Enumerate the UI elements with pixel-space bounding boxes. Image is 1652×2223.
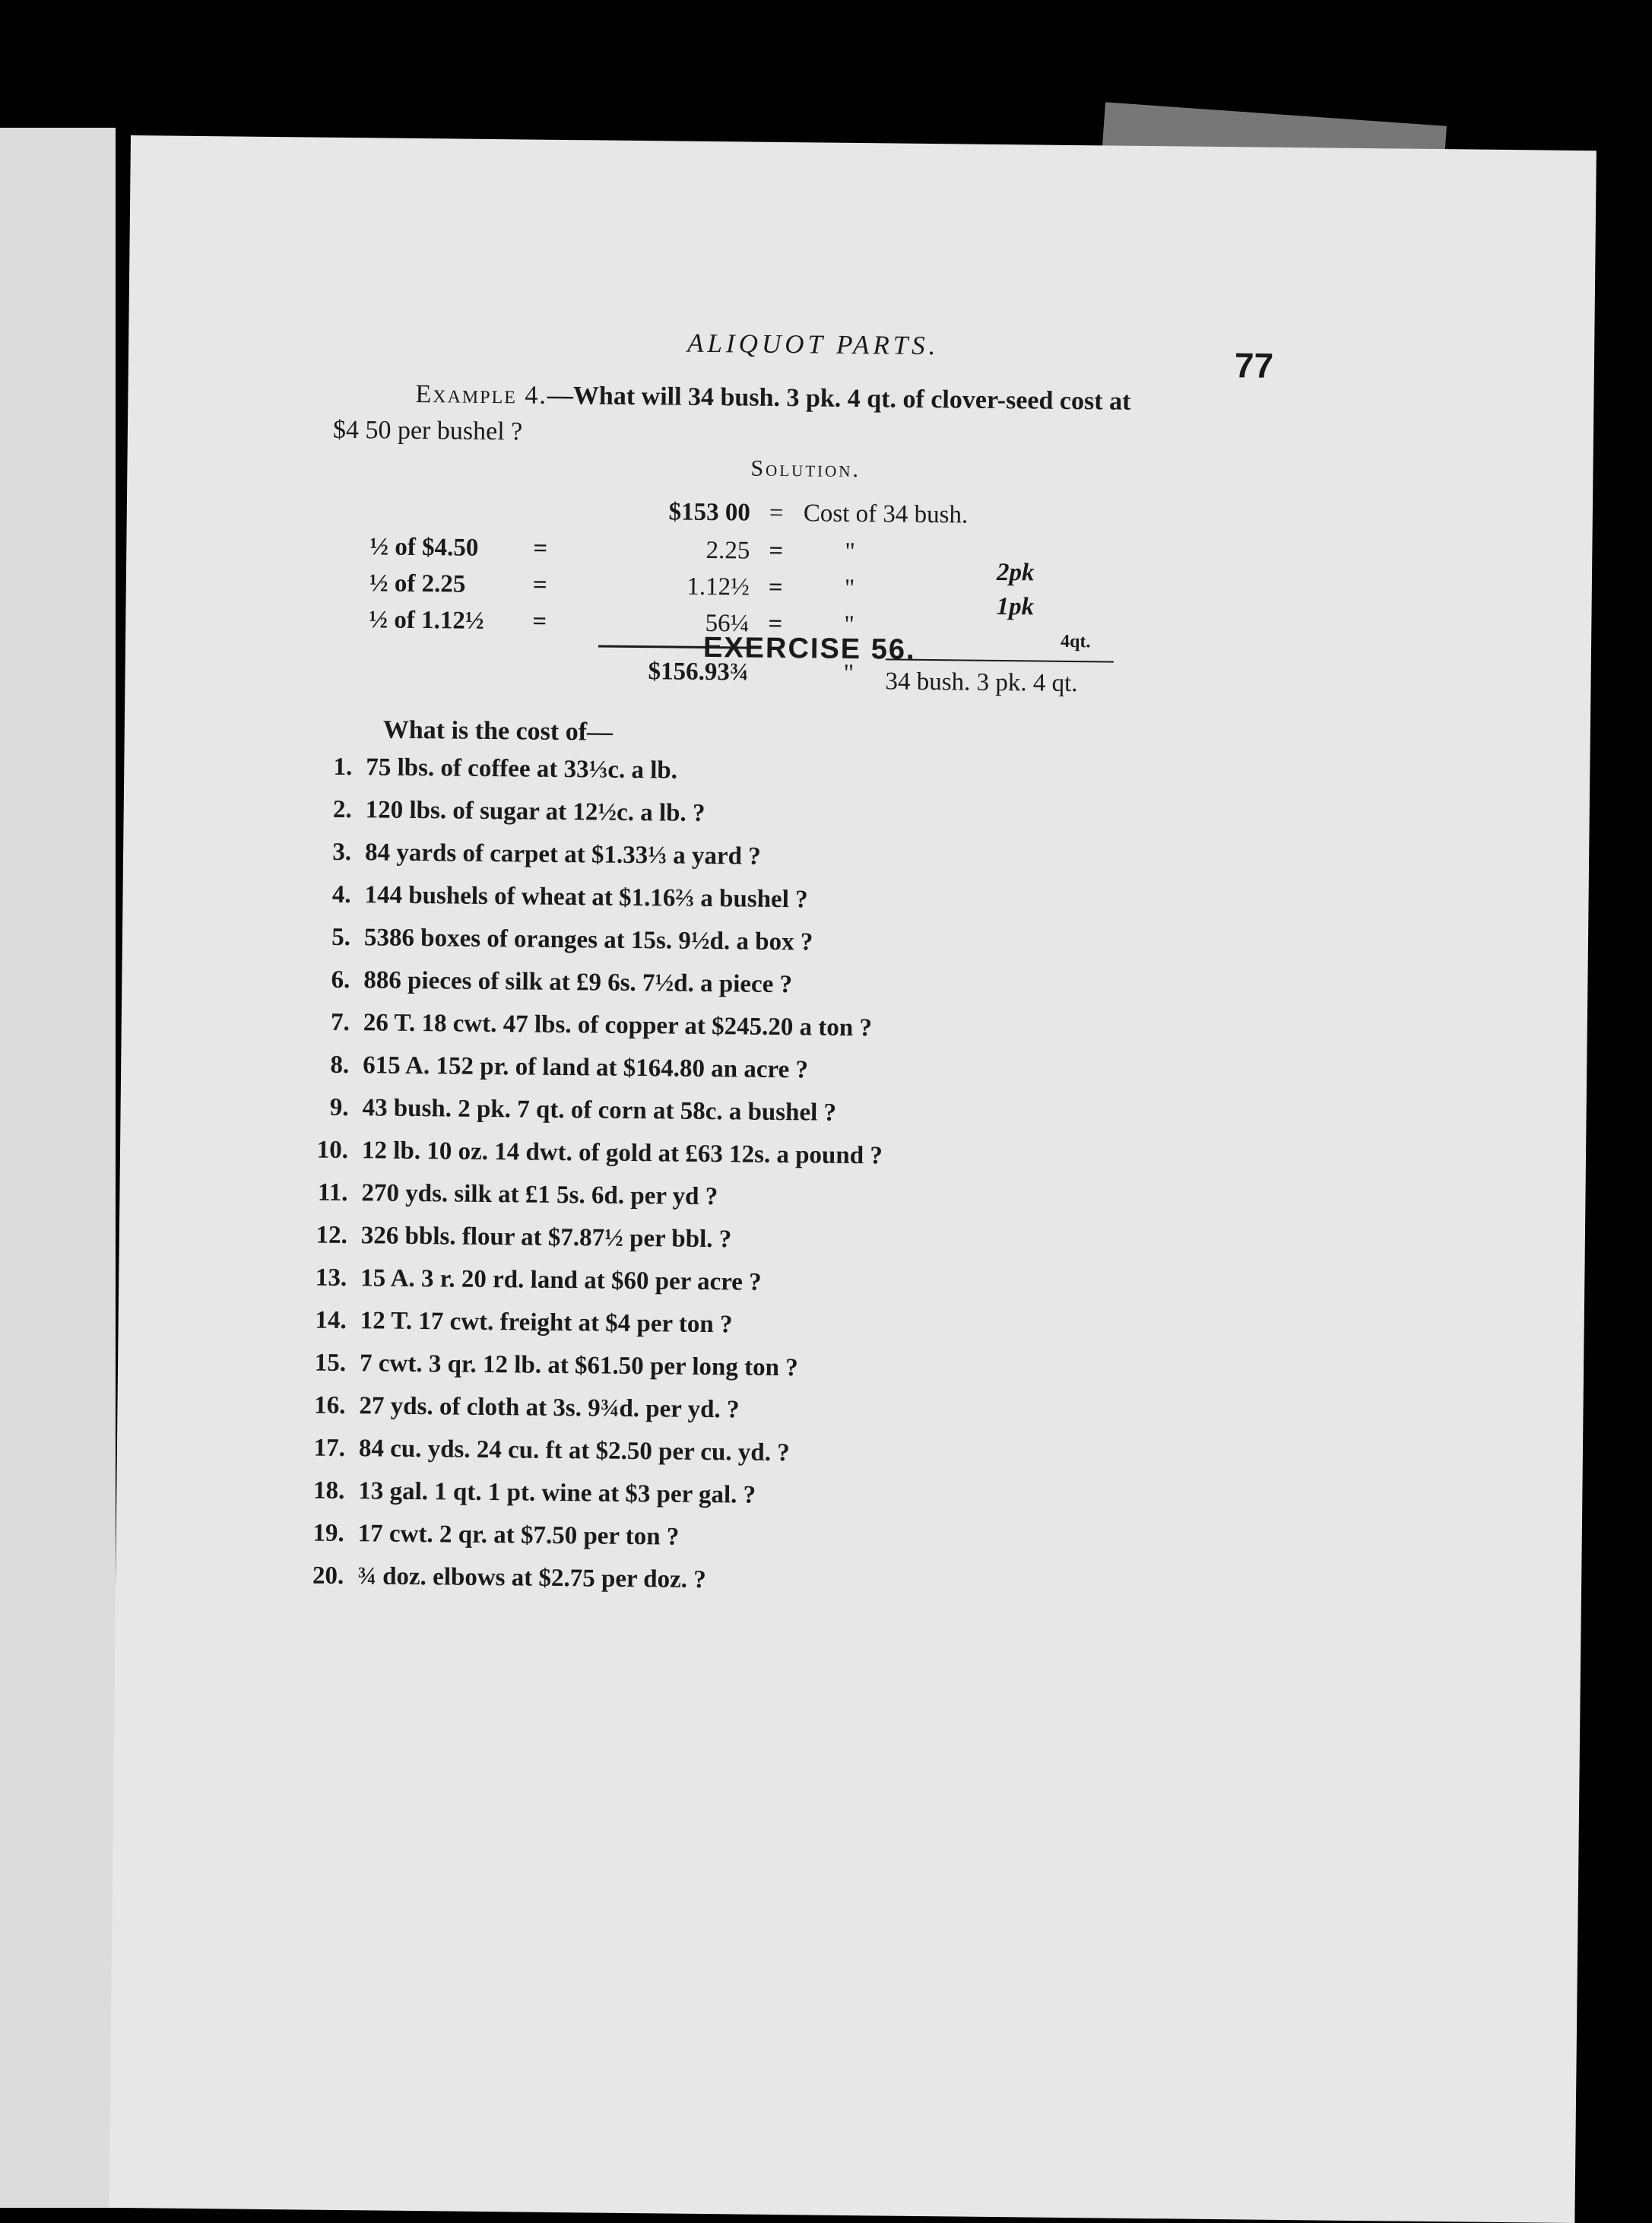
problem-text: 17 cwt. 2 qr. at $7.50 per ton ? <box>357 1520 680 1551</box>
problem-item <box>303 1519 680 1551</box>
problem-number: 10. <box>316 1136 349 1165</box>
problem-number: 1. <box>333 753 353 782</box>
problem-item <box>306 1221 732 1254</box>
example-line-1 <box>415 380 1130 417</box>
solution-label: Solution. <box>750 455 861 483</box>
ditto-mark: " <box>843 659 855 687</box>
problem-number: 14. <box>315 1306 347 1335</box>
solution-fraction-equals: = <box>532 607 547 636</box>
solution-amount: 56¼ <box>705 609 750 638</box>
solution-fraction: ½ of $4.50 <box>369 533 479 562</box>
solution-amount: 2.25 <box>706 536 750 565</box>
units-pecks: 2pk <box>996 558 1035 587</box>
solution-fraction: ½ of 1.12½ <box>369 606 484 635</box>
units-rule <box>886 658 1114 662</box>
problem-number: 5. <box>331 923 351 952</box>
problem-number: 19. <box>312 1519 344 1548</box>
problem-number: 16. <box>314 1391 346 1420</box>
problem-text: ¾ doz. elbows at $2.75 per doz. ? <box>357 1562 706 1594</box>
units-peck: 1pk <box>996 592 1035 621</box>
solution-equals: = <box>769 499 784 528</box>
problem-item <box>303 1434 790 1467</box>
ditto-mark: " <box>844 574 855 603</box>
problem-item <box>306 1136 883 1170</box>
ditto-mark: " <box>845 538 855 566</box>
example-line-2: $4 50 per bushel ? <box>332 415 523 446</box>
problem-item <box>310 796 706 828</box>
problem-item <box>305 1264 762 1296</box>
units-total: 34 bush. 3 pk. 4 qt. <box>885 668 1078 698</box>
ditto-mark: " <box>844 610 855 639</box>
solution-equals: = <box>768 573 783 602</box>
solution-fraction-equals: = <box>533 534 548 563</box>
problem-text: 27 yds. of cloth at 3s. 9¾d. per yd. ? <box>359 1392 740 1424</box>
problem-text: 84 cu. yds. 24 cu. ft at $2.50 per cu. yd. ? <box>358 1435 790 1467</box>
problem-number: 15. <box>314 1349 347 1378</box>
page-number: 77 <box>1234 345 1274 385</box>
problem-text: 7 cwt. 3 qr. 12 lb. at $61.50 per long ton ? <box>359 1349 798 1382</box>
problem-number: 18. <box>312 1476 345 1505</box>
problem-number: 4. <box>331 880 351 909</box>
problem-text: 120 lbs. of sugar at 12½c. a lb. ? <box>365 796 706 827</box>
solution-amount: $153 00 <box>668 498 751 527</box>
problem-number: 12. <box>315 1221 348 1250</box>
problem-number: 9. <box>329 1093 349 1122</box>
problem-item <box>309 881 807 915</box>
problem-number: 7. <box>330 1008 350 1037</box>
problem-number: 20. <box>312 1562 344 1590</box>
problem-number: 13. <box>315 1264 347 1292</box>
solution-amount: 1.12½ <box>686 572 750 601</box>
problem-text: 615 A. 152 pr. of land at $164.80 an acre ? <box>363 1051 809 1084</box>
problem-text: 12 lb. 10 oz. 14 dwt. of gold at £63 12s. a pound ? <box>361 1137 883 1170</box>
problem-number: 8. <box>330 1051 350 1080</box>
problem-number: 11. <box>317 1178 348 1207</box>
exercise-prompt <box>383 716 614 747</box>
exercise-heading: EXERCISE 56. <box>702 631 916 666</box>
problem-text: 5386 boxes of oranges at 15s. 9½d. a box ? <box>363 924 813 956</box>
problem-text: 43 bush. 2 pk. 7 qt. of corn at 58c. a bushel ? <box>362 1094 837 1127</box>
solution-fraction-equals: = <box>532 571 547 599</box>
problem-item <box>308 966 792 1000</box>
problem-number: 17. <box>313 1434 346 1463</box>
problem-number: 3. <box>332 838 352 867</box>
problem-text: 15 A. 3 r. 20 rd. land at $60 per acre ? <box>360 1264 762 1296</box>
problem-item <box>309 839 761 871</box>
problem-number: 2. <box>332 795 352 824</box>
example-question: —What will 34 bush. 3 pk. 4 qt. of clover-seed cost at <box>547 381 1131 416</box>
units-quarts: 4qt. <box>1060 631 1091 652</box>
problem-text: 12 T. 17 cwt. freight at $4 per ton ? <box>360 1307 733 1339</box>
problem-item <box>307 1051 808 1084</box>
example-label: Example 4. <box>415 379 548 410</box>
problem-text: 26 T. 18 cwt. 47 lbs. of copper at $245.20 a ton ? <box>363 1009 873 1042</box>
solution-total: $156.93¾ <box>648 658 749 687</box>
facing-page-edge <box>0 128 116 2208</box>
problem-text: 13 gal. 1 qt. 1 pt. wine at $3 per gal. ? <box>358 1477 756 1509</box>
running-head: ALIQUOT PARTS. <box>686 328 940 361</box>
problem-text: 75 lbs. of coffee at 33⅓c. a lb. <box>366 753 678 785</box>
problem-number: 6. <box>331 966 350 994</box>
exercise-prompt-text: What is the cost of— <box>382 715 614 747</box>
problem-text: 326 bbls. flour at $7.87½ per bbl. ? <box>360 1222 732 1254</box>
problem-text: 84 yards of carpet at $1.33⅓ a yard ? <box>364 839 761 870</box>
problem-item <box>303 1476 756 1509</box>
problem-text: 886 pieces of silk at £9 6s. 7½d. a piece ? <box>363 966 793 999</box>
solution-equals: = <box>769 537 784 566</box>
solution-fraction: ½ of 2.25 <box>369 569 466 598</box>
problem-item <box>302 1562 706 1594</box>
problem-item <box>309 924 813 957</box>
problem-item <box>303 1391 739 1424</box>
problem-item <box>310 753 677 785</box>
problem-text: 144 bushels of wheat at $1.16⅔ a bushel ? <box>364 881 808 914</box>
problem-item <box>306 1178 718 1211</box>
problem-item <box>306 1093 836 1127</box>
solution-description: Cost of 34 bush. <box>803 499 969 529</box>
book-page <box>109 135 1596 2223</box>
problem-item <box>304 1349 798 1382</box>
problem-item <box>304 1306 732 1339</box>
solution-equals: = <box>768 610 783 639</box>
problem-item <box>308 1009 873 1043</box>
problem-text: 270 yds. silk at £1 5s. 6d. per yd ? <box>361 1179 718 1211</box>
